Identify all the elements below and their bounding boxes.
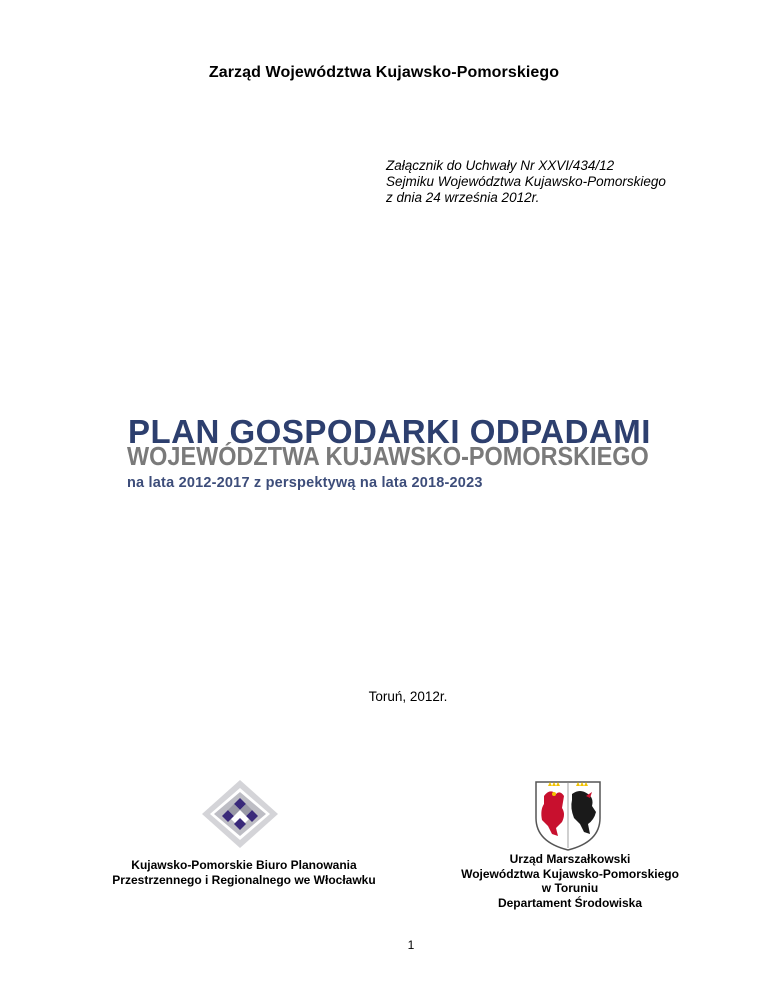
board-title: Zarząd Województwa Kujawsko-Pomorskiego — [208, 64, 560, 81]
kpbppr-name-line1: Kujawsko-Pomorskie Biuro Planowania — [131, 858, 357, 872]
marshal-office-line2: Województwa Kujawsko-Pomorskiego — [461, 866, 679, 881]
kpbppr-name-line2: Przestrzennego i Regionalnego we Włocławku — [112, 873, 376, 887]
annex-line-date: z dnia 24 września 2012r. — [386, 190, 540, 205]
page-number: 1 — [407, 938, 415, 952]
marshal-office-name — [444, 852, 696, 910]
annex-line-assembly: Sejmiku Województwa Kujawsko-Pomorskiego — [386, 174, 666, 189]
coat-of-arms-icon — [530, 778, 606, 852]
marshal-office-line4: Departament Środowiska — [497, 895, 643, 910]
plan-subtitle: WOJEWÓDZTWA KUJAWSKO-POMORSKIEGO — [127, 443, 649, 471]
annex-note — [386, 158, 666, 206]
kpbppr-diamond-logo-icon — [200, 778, 280, 850]
marshal-office-line1: Urząd Marszałkowski — [509, 852, 631, 866]
plan-title: PLAN GOSPODARKI ODPADAMI — [128, 413, 651, 450]
plan-period: na lata 2012-2017 z perspektywą na lata 2018-2023 — [127, 475, 483, 491]
place-date: Toruń, 2012r. — [368, 689, 448, 704]
marshal-office-line3: w Toruniu — [541, 881, 599, 895]
kpbppr-name — [96, 858, 392, 888]
annex-line-resolution: Załącznik do Uchwały Nr XXVI/434/12 — [386, 158, 615, 173]
